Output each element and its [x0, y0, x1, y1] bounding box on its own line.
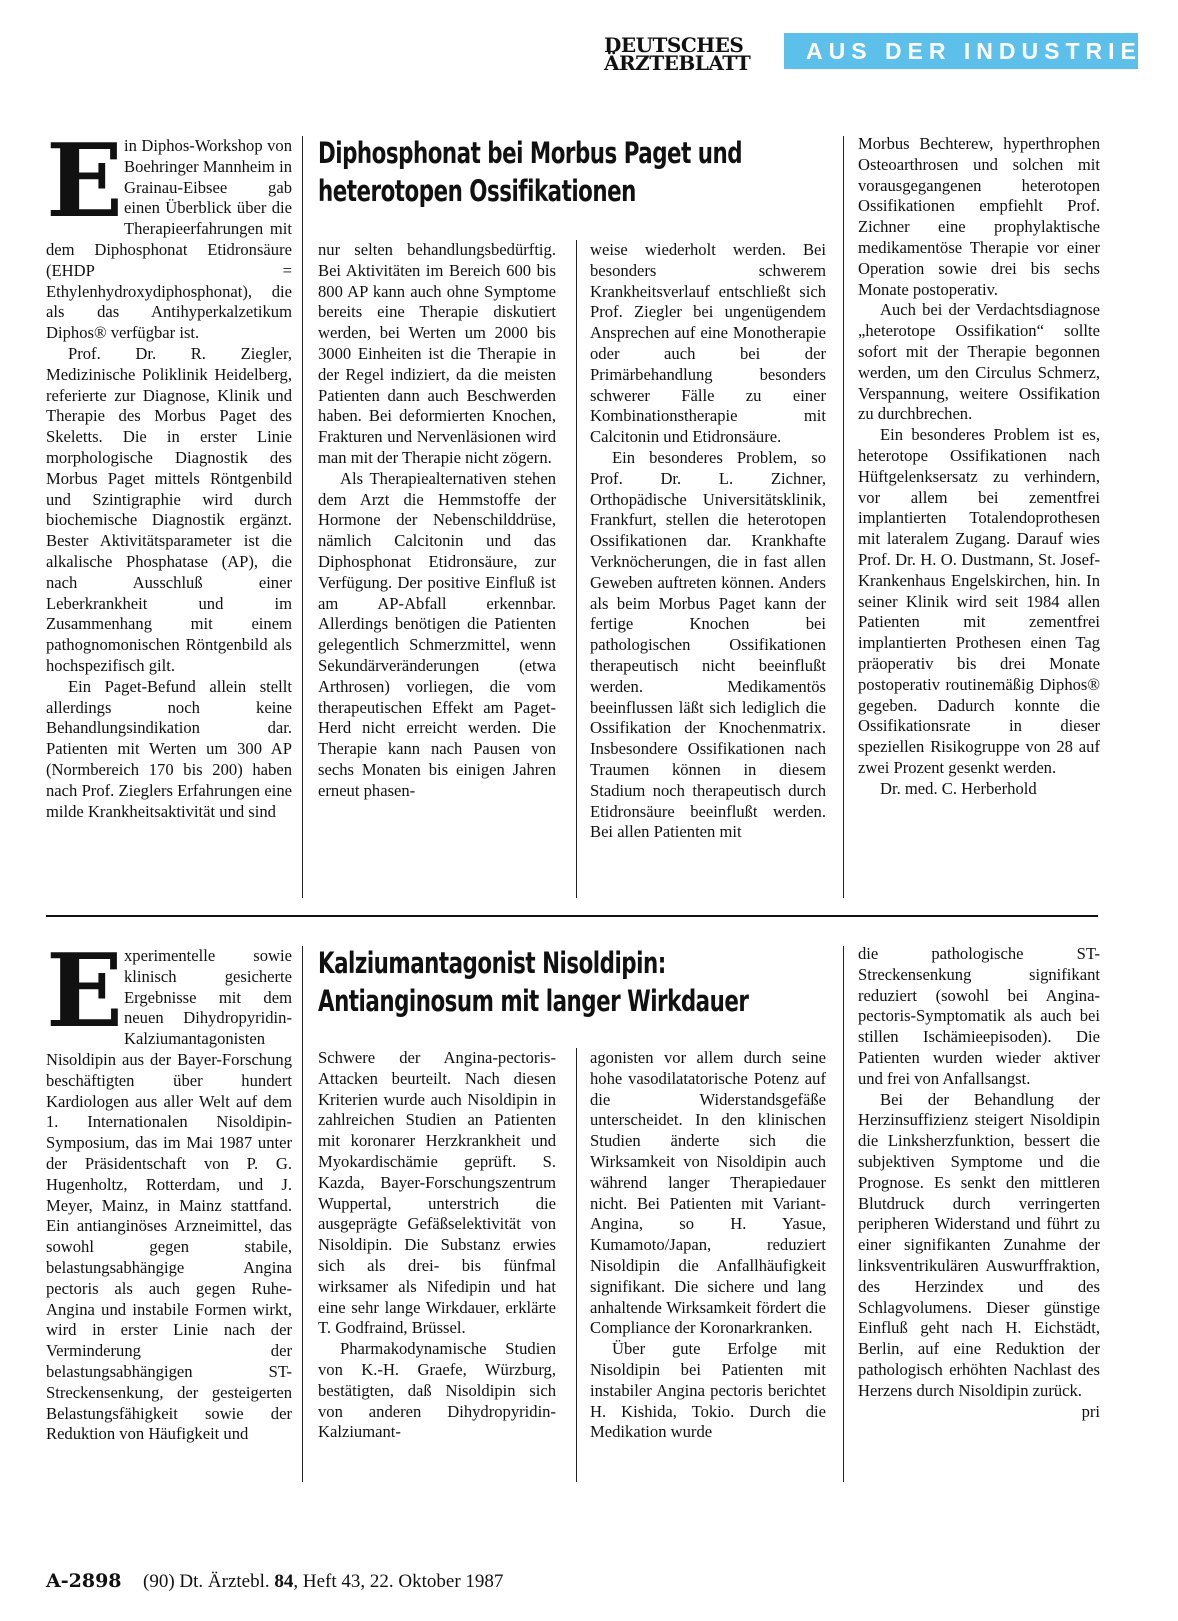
- article-separator: [46, 915, 1098, 917]
- article1-title-line-1: Diphosphonat bei Morbus Paget und: [318, 136, 743, 170]
- article1-col3-para-2: Ein besonderes Problem, so Prof. Dr. L. Zichner, Orthopädische Universitätsklinik, Frankfurt, stellen die heterotopen Ossifikationen dar. Krankhafte Verknöcherungen, die in fast allen Geweben auftreten können. Anders als beim Morbus Paget kann der fertige Knochen bei pathologischen Ossifikationen therapeutisch nicht beeinflußt werden. Medikamentös beeinflussen läßt sich lediglich die Ossifikation der Knochenmatrix. Insbesondere Ossifikationen nach Traumen können in diesem Stadium noch therapeutisch durch Etidronsäure beeinflußt werden. Bei allen Patienten mit: [590, 447, 826, 842]
- article1-title: [318, 134, 742, 210]
- article1-col4-para-1: Morbus Bechterew, hyperthrophen Osteoarthrosen und solchen mit vorausgegangenen heterotopen Ossifikationen empfiehlt Prof. Zichner eine prophylaktische medikamentöse Therapie vor einer Operation sowie drei bis sechs Monate postoperativ.: [858, 134, 1100, 299]
- article1-dropcap: E: [46, 121, 123, 240]
- article2-col1-para-1: xperimentelle sowie klinisch gesicherte Ergebnisse mit dem neuen Dihydropyridin-Kalziumantagonisten Nisoldipin aus der Bayer-Forschung beschäftigten über hundert Kardiologen aus aller Welt auf dem 1. Internationalen Nisoldipin-Symposium, das im Mai 1987 unter der Präsidentschaft von P. G. Hugenholtz, Rotterdam, und J. Meyer, Mainz, in Mainz stattfand. Ein antianginöses Arzneimittel, das sowohl gegen stabile, belastungsabhängige Angina pectoris als auch gegen Ruhe-Angina und instabile Formen wirkt, wird in erster Linie nach der Verminderung der belastungsabhängigen ST-Streckensenkung, der gesteigerten Belastungsfähigkeit sowie der Reduktion von Häufigkeit und: [46, 946, 292, 1444]
- article2-title-line-1: Kalziumantagonist Nisoldipin:: [318, 946, 666, 980]
- column-divider: [843, 946, 844, 1482]
- article2-title: [318, 944, 748, 1020]
- article1-col2-para-2: Als Therapiealternativen stehen dem Arzt die Hemmstoffe der Hormone der Nebenschilddrüse, nämlich Calcitonin und das Diphosphonat Etidronsäure, zur Verfügung. Der positive Einfluß ist am AP-Abfall erkennbar. Allerdings benötigen die Patienten gelegentlich Schmerzmittel, wenn Sekundärveränderungen (etwa Arthrosen) vorliegen, die vom therapeutischen Effekt am Paget-Herd nicht erreicht werden. Die Therapie kann nach Pausen von sechs Monaten bis einigen Jahren erneut phasen-: [318, 468, 556, 800]
- article2-col2-para-1: Schwere der Angina-pectoris-Attacken beurteilt. Nach diesen Kriterien wurde auch Nisoldipin in zahlreichen Studien an Patienten mit koronarer Herzkrankheit und Myokardischämie geprüft. S. Kazda, Bayer-Forschungszentrum Wuppertal, unterstrich die ausgeprägte Gefäßselektivität von Nisoldipin. Die Substanz erwies sich als drei- bis fünfmal wirksamer als Nifedipin und hat eine sehr lange Wirkdauer, erklärte T. Godfraind, Brüssel.: [318, 1048, 556, 1338]
- article1-col3-para-1: weise wiederholt werden. Bei besonders schwerem Krankheitsverlauf entschließt sich Prof. Ziegler bei ungenügendem Ansprechen auf eine Monotherapie oder auch bei der Primärbehandlung besonders schwerer Fälle zu einer Kombinationstherapie mit Calcitonin und Etidronsäure.: [590, 240, 826, 447]
- article2-signature: pri: [1081, 1401, 1100, 1421]
- article2-column-2: [318, 1048, 556, 1443]
- article1-col4-para-2: Auch bei der Verdachtsdiagnose „heterotope Ossifikation“ sollte sofort mit der Therapie begonnen werden, um den Circulus Schmerz, Verspannung, weitere Ossifikation zu durchbrechen.: [858, 300, 1100, 424]
- column-divider: [843, 136, 844, 898]
- article2-col3-para-1: agonisten vor allem durch seine hohe vasodilatatorische Potenz auf die Widerstandsgefäße unterscheidet. In den klinischen Studien änderte sich die Wirksamkeit von Nisoldipin auch während langer Therapiedauer nicht. Bei Patienten mit Variant-Angina, so H. Yasue, Kumamoto/Japan, reduziert Nisoldipin die Anfallhäufigkeit signifikant. Die sichere und lang anhaltende Wirksamkeit fördert die Compliance der Koronarkranken.: [590, 1048, 826, 1338]
- article2-column-1: [46, 931, 292, 1445]
- article2-col2-para-2: Pharmakodynamische Studien von K.-H. Graefe, Würzburg, bestätigten, daß Nisoldipin sich von anderen Dihydropyridin-Kalziumant-: [318, 1339, 556, 1442]
- citation-prefix: (90) Dt. Ärztebl.: [143, 1571, 270, 1592]
- article1-col2-para-1: nur selten behandlungsbedürftig. Bei Aktivitäten im Bereich 600 bis 800 AP kann auch ohne Symptome bereits eine Therapie diskutiert werden, bei Werten um 2000 bis 3000 Einheiten ist die Therapie in der Regel indiziert, da die meisten Patienten dann auch Beschwerden haben. Bei deformierten Knochen, Frakturen und Nervenläsionen wird man mit der Therapie nicht zögern.: [318, 240, 556, 467]
- column-divider: [576, 1048, 577, 1482]
- article2-col4-para-2: Bei der Behandlung der Herzinsuffizienz steigert Nisoldipin die Linksherzfunktion, bessert die subjektiven Symptome und die Prognose. Es senkt den mittleren Blutdruck durch verringerten peripheren Widerstand und führt zu einer signifikanten Zunahme der linksventrikulären Auswurffraktion, des Herzindex und des Schlagvolumens. Dieser günstige Einfluß geht nach H. Eichstädt, Berlin, auf eine Reduktion der pathologisch erhöhten Nachlast des Herzens durch Nisoldipin zurück.: [858, 1089, 1100, 1400]
- article2-column-3: [590, 1048, 826, 1443]
- journal-logo: [604, 33, 774, 75]
- article1-title-line-2: heterotopen Ossifikationen: [318, 174, 636, 208]
- article1-col1-para-1: in Diphos-Workshop von Boehringer Mannheim in Grainau-Eibsee gab einen Überblick über die Therapieerfahrungen mit dem Diphosphonat Etidronsäure (EHDP = Ethylenhydroxydiphosphonat), die als das Antihyperkalzetikum Diphos® verfügbar ist.: [46, 136, 292, 343]
- article1-column-4: [858, 134, 1100, 800]
- article1-signature: Dr. med. C. Herberhold: [880, 778, 1037, 798]
- article2-dropcap: E: [46, 931, 123, 1050]
- article1-column-1: [46, 121, 292, 822]
- page-footer: [46, 1570, 503, 1593]
- citation-volume: 84: [274, 1571, 294, 1592]
- column-divider: [576, 240, 577, 898]
- article2-title-line-2: Antianginosum mit langer Wirkdauer: [318, 984, 749, 1018]
- article1-column-2: [318, 240, 556, 802]
- column-divider: [302, 946, 303, 1482]
- article1-column-3: [590, 240, 826, 843]
- article1-col1-para-2: Prof. Dr. R. Ziegler, Medizinische Poliklinik Heidelberg, referierte zur Diagnose, Klinik und Therapie des Morbus Paget des Skeletts. Die in erster Linie morphologische Diagnostik des Morbus Paget mittels Röntgenbild und Szintigraphie wird durch biochemische Diagnostik ergänzt. Bester Aktivitätsparameter ist die alkalische Phosphatase (AP), die nach Ausschluß einer Leberkrankheit und im Zusammenhang mit einem pathognomonischen Röntgenbild als hochspezifisch gilt.: [46, 343, 292, 675]
- page-number: A-2898: [46, 1570, 122, 1592]
- citation-suffix: , Heft 43, 22. Oktober 1987: [293, 1571, 504, 1592]
- logo-line-1: DEUTSCHES: [604, 33, 744, 57]
- article1-col1-para-3: Ein Paget-Befund allein stellt allerdings noch keine Behandlungsindikation dar. Patienten mit Werten um 300 AP (Normbereich 170 bis 200) haben nach Prof. Zieglers Erfahrungen eine milde Krankheitsaktivität und sind: [46, 676, 292, 821]
- article1-col4-para-3: Ein besonderes Problem ist es, heterotope Ossifikationen nach Hüftgelenksersatz zu verhindern, vor allem bei zementfrei implantierten Totalendoprothesen mit lateralem Zugang. Darauf wies Prof. Dr. H. O. Dustmann, St. Josef-Krankenhaus Engelskirchen, hin. In seiner Klinik wird seit 1984 allen Patienten mit zementfrei implantierten Prothesen einen Tag präoperativ bis drei Monate postoperativ routinemäßig Diphos® gegeben. Dadurch konnte die Ossifikationsrate in dieser speziellen Risikogruppe von 28 auf zwei Prozent gesenkt werden.: [858, 425, 1100, 777]
- article2-column-4: [858, 944, 1100, 1422]
- logo-line-2: ÄRZTEBLATT: [604, 51, 751, 75]
- section-banner: AUS DER INDUSTRIE: [784, 33, 1138, 69]
- article2-col3-para-2: Über gute Erfolge mit Nisoldipin bei Patienten mit instabiler Angina pectoris berichtet H. Kishida, Tokio. Durch die Medikation wurde: [590, 1339, 826, 1442]
- article2-col4-para-1: die pathologische ST-Streckensenkung signifikant reduziert (sowohl bei Angina-pectoris-Symptomatik als auch bei stillen Ischämieepisoden). Die Patienten wurden wieder aktiver und frei von Anfallsangst.: [858, 944, 1100, 1088]
- column-divider: [302, 136, 303, 898]
